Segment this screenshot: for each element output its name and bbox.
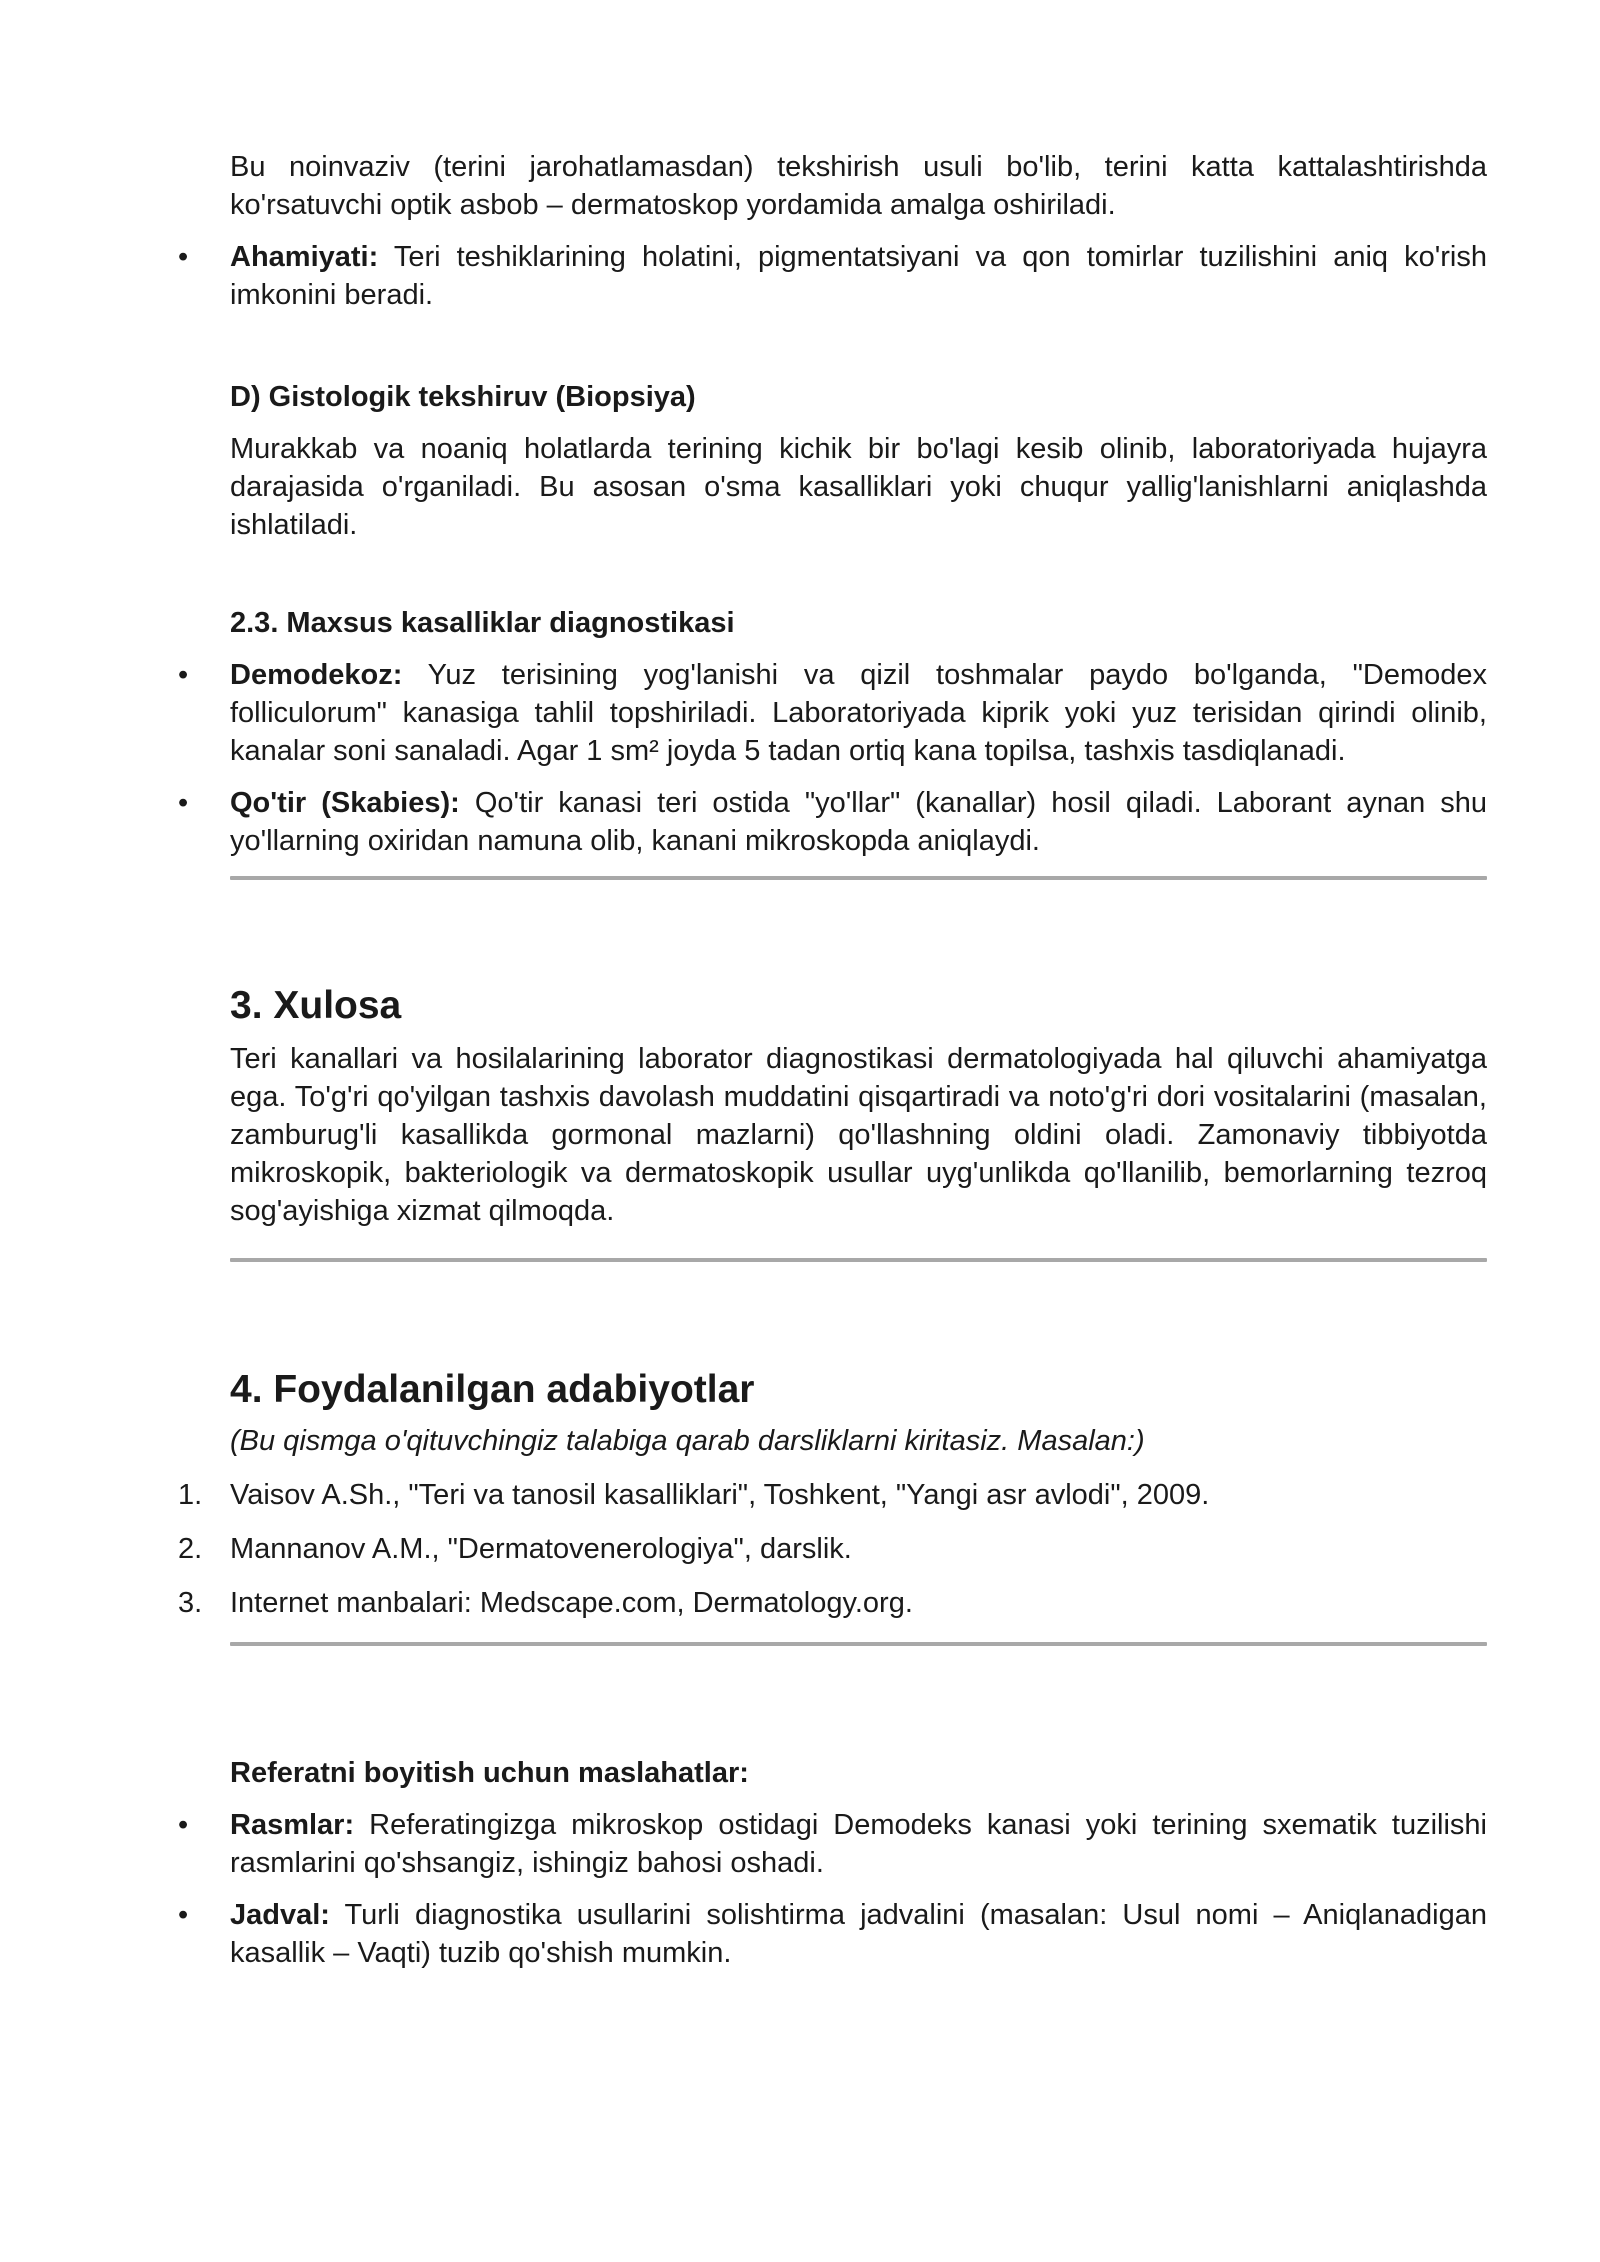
list-item-qotir [178, 784, 1487, 860]
list-item-jadval [178, 1896, 1487, 1972]
bullet-label: Demodekoz: [230, 659, 403, 691]
intro-paragraph: Bu noinvaziv (terini jarohatlamasdan) tekshirish usuli bo'lib, terini katta kattalashtirishda ko'rsatuvchi optik asbob – dermatoskop yordamida amalga oshiriladi. [230, 151, 1487, 221]
reference-item [178, 1584, 1487, 1622]
reference-item [178, 1476, 1487, 1514]
list-item-demodekoz [178, 656, 1487, 770]
bullet-label: Jadval: [230, 1899, 330, 1931]
tips-heading: Referatni boyitish uchun maslahatlar: [230, 1757, 749, 1789]
bullet-text: Referatingizga mikroskop ostidagi Demodeks kanasi yoki terining sxematik tuzilishi rasmlarini qo'shsangiz, ishingiz bahosi oshadi. [230, 1809, 1487, 1879]
bullet-dot: • [178, 1899, 189, 1931]
bullet-text: Qo'tir kanasi teri ostida "yo'llar" (kanallar) hosil qiladi. Laborant aynan shu yo'llarning oxiridan namuna olib, kanani mikroskopda aniqlaydi. [230, 787, 1487, 857]
section-d-heading: D) Gistologik tekshiruv (Biopsiya) [230, 381, 696, 413]
bullet-dot: • [178, 659, 189, 691]
reference-number: 3. [178, 1587, 203, 1619]
list-item-rasmlar [178, 1806, 1487, 1882]
bullet-text: Teri teshiklarining holatini, pigmentatsiyani va qon tomirlar tuzilishini aniq ko'rish imkonini beradi. [230, 241, 1487, 311]
bullet-text: Turli diagnostika usullarini solishtirma jadvalini (masalan: Usul nomi – Aniqlanadigan kasallik – Vaqti) tuzib qo'shish mumkin. [230, 1899, 1487, 1969]
reference-text: Vaisov A.Sh., "Teri va tanosil kasalliklari", Toshkent, "Yangi asr avlodi", 2009. [230, 1479, 1210, 1511]
bullet-text: Yuz terisining yog'lanishi va qizil toshmalar paydo bo'lganda, "Demodex folliculorum" kanasiga tahlil topshiriladi. Laboratoriyada kiprik yoki yuz terisidan qirindi olinib, kanalar soni sanaladi. Agar 1 sm² joyda 5 tadan ortiq kana topilsa, tashxis tasdiqlanadi. [230, 659, 1487, 767]
section-3-paragraph: Teri kanallari va hosilalarining laborator diagnostikasi dermatologiyada hal qiluvchi ahamiyatga ega. To'g'ri qo'yilgan tashxis davolash muddatini qisqartiradi va noto'g'ri dori vositalarini (masalan, zamburug'li kasallikda gormonal mazlarni) qo'llashning oldini oladi. Zamonaviy tibbiyotda mikroskopik, bakteriologik va dermatoskopik usullar uyg'unlikda qo'llanilib, bemorlarning tezroq sog'ayishiga xizmat qilmoqda. [230, 1043, 1487, 1227]
section-d-paragraph: Murakkab va noaniq holatlarda terining kichik bir bo'lagi kesib olinib, laboratoriyada hujayra darajasida o'rganiladi. Bu asosan o'sma kasalliklari yoki chuqur yallig'lanishlarni aniqlashda ishlatiladi. [230, 433, 1487, 541]
reference-text: Internet manbalari: Medscape.com, Dermatology.org. [230, 1587, 913, 1619]
bullet-label: Ahamiyati: [230, 241, 379, 273]
reference-number: 2. [178, 1533, 203, 1565]
section-2-3-heading: 2.3. Maxsus kasalliklar diagnostikasi [230, 607, 735, 639]
bullet-dot: • [178, 1809, 189, 1841]
section-4-note: (Bu qismga o'qituvchingiz talabiga qarab darsliklarni kiritasiz. Masalan:) [230, 1425, 1145, 1457]
reference-text: Mannanov A.M., "Dermatovenerologiya", darslik. [230, 1533, 852, 1565]
section-3-heading: 3. Xulosa [230, 984, 402, 1027]
reference-number: 1. [178, 1479, 203, 1511]
bullet-dot: • [178, 787, 189, 819]
intro-bullet [178, 238, 1487, 314]
section-4-heading: 4. Foydalanilgan adabiyotlar [230, 1368, 755, 1411]
bullet-label: Rasmlar: [230, 1809, 355, 1841]
bullet-dot: • [178, 241, 189, 273]
document-content [178, 148, 1487, 1972]
bullet-label: Qo'tir (Skabies): [230, 787, 460, 819]
reference-item [178, 1530, 1487, 1568]
